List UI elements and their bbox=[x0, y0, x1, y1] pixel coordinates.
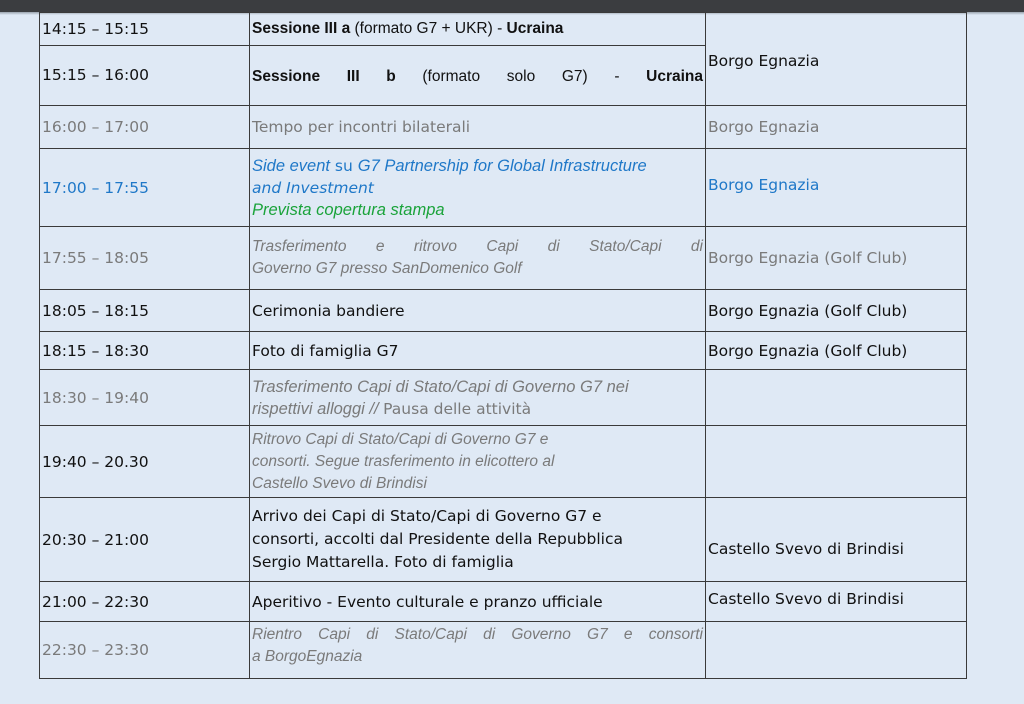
description-cell: Trasferimento Capi di Stato/Capi di Governo G7 nei rispettivi alloggi // Pausa delle attività bbox=[250, 370, 706, 426]
description-cell: Sessione III a (formato G7 + UKR) - Ucraina bbox=[250, 13, 706, 46]
table-row bbox=[40, 227, 967, 290]
time-cell: 14:15 – 15:15 bbox=[40, 13, 250, 46]
description-cell: Sessione III b (formato solo G7) - Ucraina bbox=[250, 46, 706, 106]
table-row bbox=[40, 106, 967, 149]
description-cell: Ritrovo Capi di Stato/Capi di Governo G7 e consorti. Segue trasferimento in elicottero al Castello Svevo di Brindisi bbox=[250, 426, 706, 498]
location-cell: Borgo Egnazia bbox=[706, 106, 967, 149]
description-cell: Cerimonia bandiere bbox=[250, 290, 706, 332]
location-cell: Castello Svevo di Brindisi bbox=[706, 498, 967, 582]
location-cell bbox=[706, 370, 967, 426]
location-cell: Borgo Egnazia (Golf Club) bbox=[706, 332, 967, 370]
description-cell: Side event su G7 Partnership for Global Infrastructure and Investment Prevista copertura stampa bbox=[250, 149, 706, 227]
table-row bbox=[40, 622, 967, 679]
time-cell: 15:15 – 16:00 bbox=[40, 46, 250, 106]
time-cell: 20:30 – 21:00 bbox=[40, 498, 250, 582]
table-row bbox=[40, 426, 967, 498]
time-cell: 21:00 – 22:30 bbox=[40, 582, 250, 622]
location-cell: Borgo Egnazia (Golf Club) bbox=[706, 227, 967, 290]
time-cell: 17:00 – 17:55 bbox=[40, 149, 250, 227]
description-cell: Tempo per incontri bilaterali bbox=[250, 106, 706, 149]
table-row bbox=[40, 13, 967, 46]
description-cell: Rientro Capi di Stato/Capi di Governo G7 e consorti a BorgoEgnazia bbox=[250, 622, 706, 679]
time-cell: 18:30 – 19:40 bbox=[40, 370, 250, 426]
time-cell: 17:55 – 18:05 bbox=[40, 227, 250, 290]
schedule-table bbox=[39, 12, 967, 679]
window-top-bar bbox=[0, 0, 1024, 12]
table-row bbox=[40, 332, 967, 370]
location-cell: Castello Svevo di Brindisi bbox=[706, 582, 967, 622]
description-cell: Arrivo dei Capi di Stato/Capi di Governo G7 e consorti, accolti dal Presidente della Repubblica Sergio Mattarella. Foto di famiglia bbox=[250, 498, 706, 582]
table-row bbox=[40, 290, 967, 332]
table-row bbox=[40, 498, 967, 582]
location-cell: Borgo Egnazia (Golf Club) bbox=[706, 290, 967, 332]
time-cell: 18:05 – 18:15 bbox=[40, 290, 250, 332]
location-cell: Borgo Egnazia bbox=[706, 149, 967, 227]
location-cell bbox=[706, 426, 967, 498]
description-cell: Foto di famiglia G7 bbox=[250, 332, 706, 370]
time-cell: 18:15 – 18:30 bbox=[40, 332, 250, 370]
time-cell: 22:30 – 23:30 bbox=[40, 622, 250, 679]
table-row bbox=[40, 370, 967, 426]
time-cell: 19:40 – 20.30 bbox=[40, 426, 250, 498]
location-cell bbox=[706, 622, 967, 679]
time-cell: 16:00 – 17:00 bbox=[40, 106, 250, 149]
table-row bbox=[40, 149, 967, 227]
table-row bbox=[40, 582, 967, 622]
description-cell: Trasferimento e ritrovo Capi di Stato/Capi di Governo G7 presso SanDomenico Golf bbox=[250, 227, 706, 290]
location-cell: Borgo Egnazia bbox=[706, 13, 967, 106]
description-cell: Aperitivo - Evento culturale e pranzo ufficiale bbox=[250, 582, 706, 622]
